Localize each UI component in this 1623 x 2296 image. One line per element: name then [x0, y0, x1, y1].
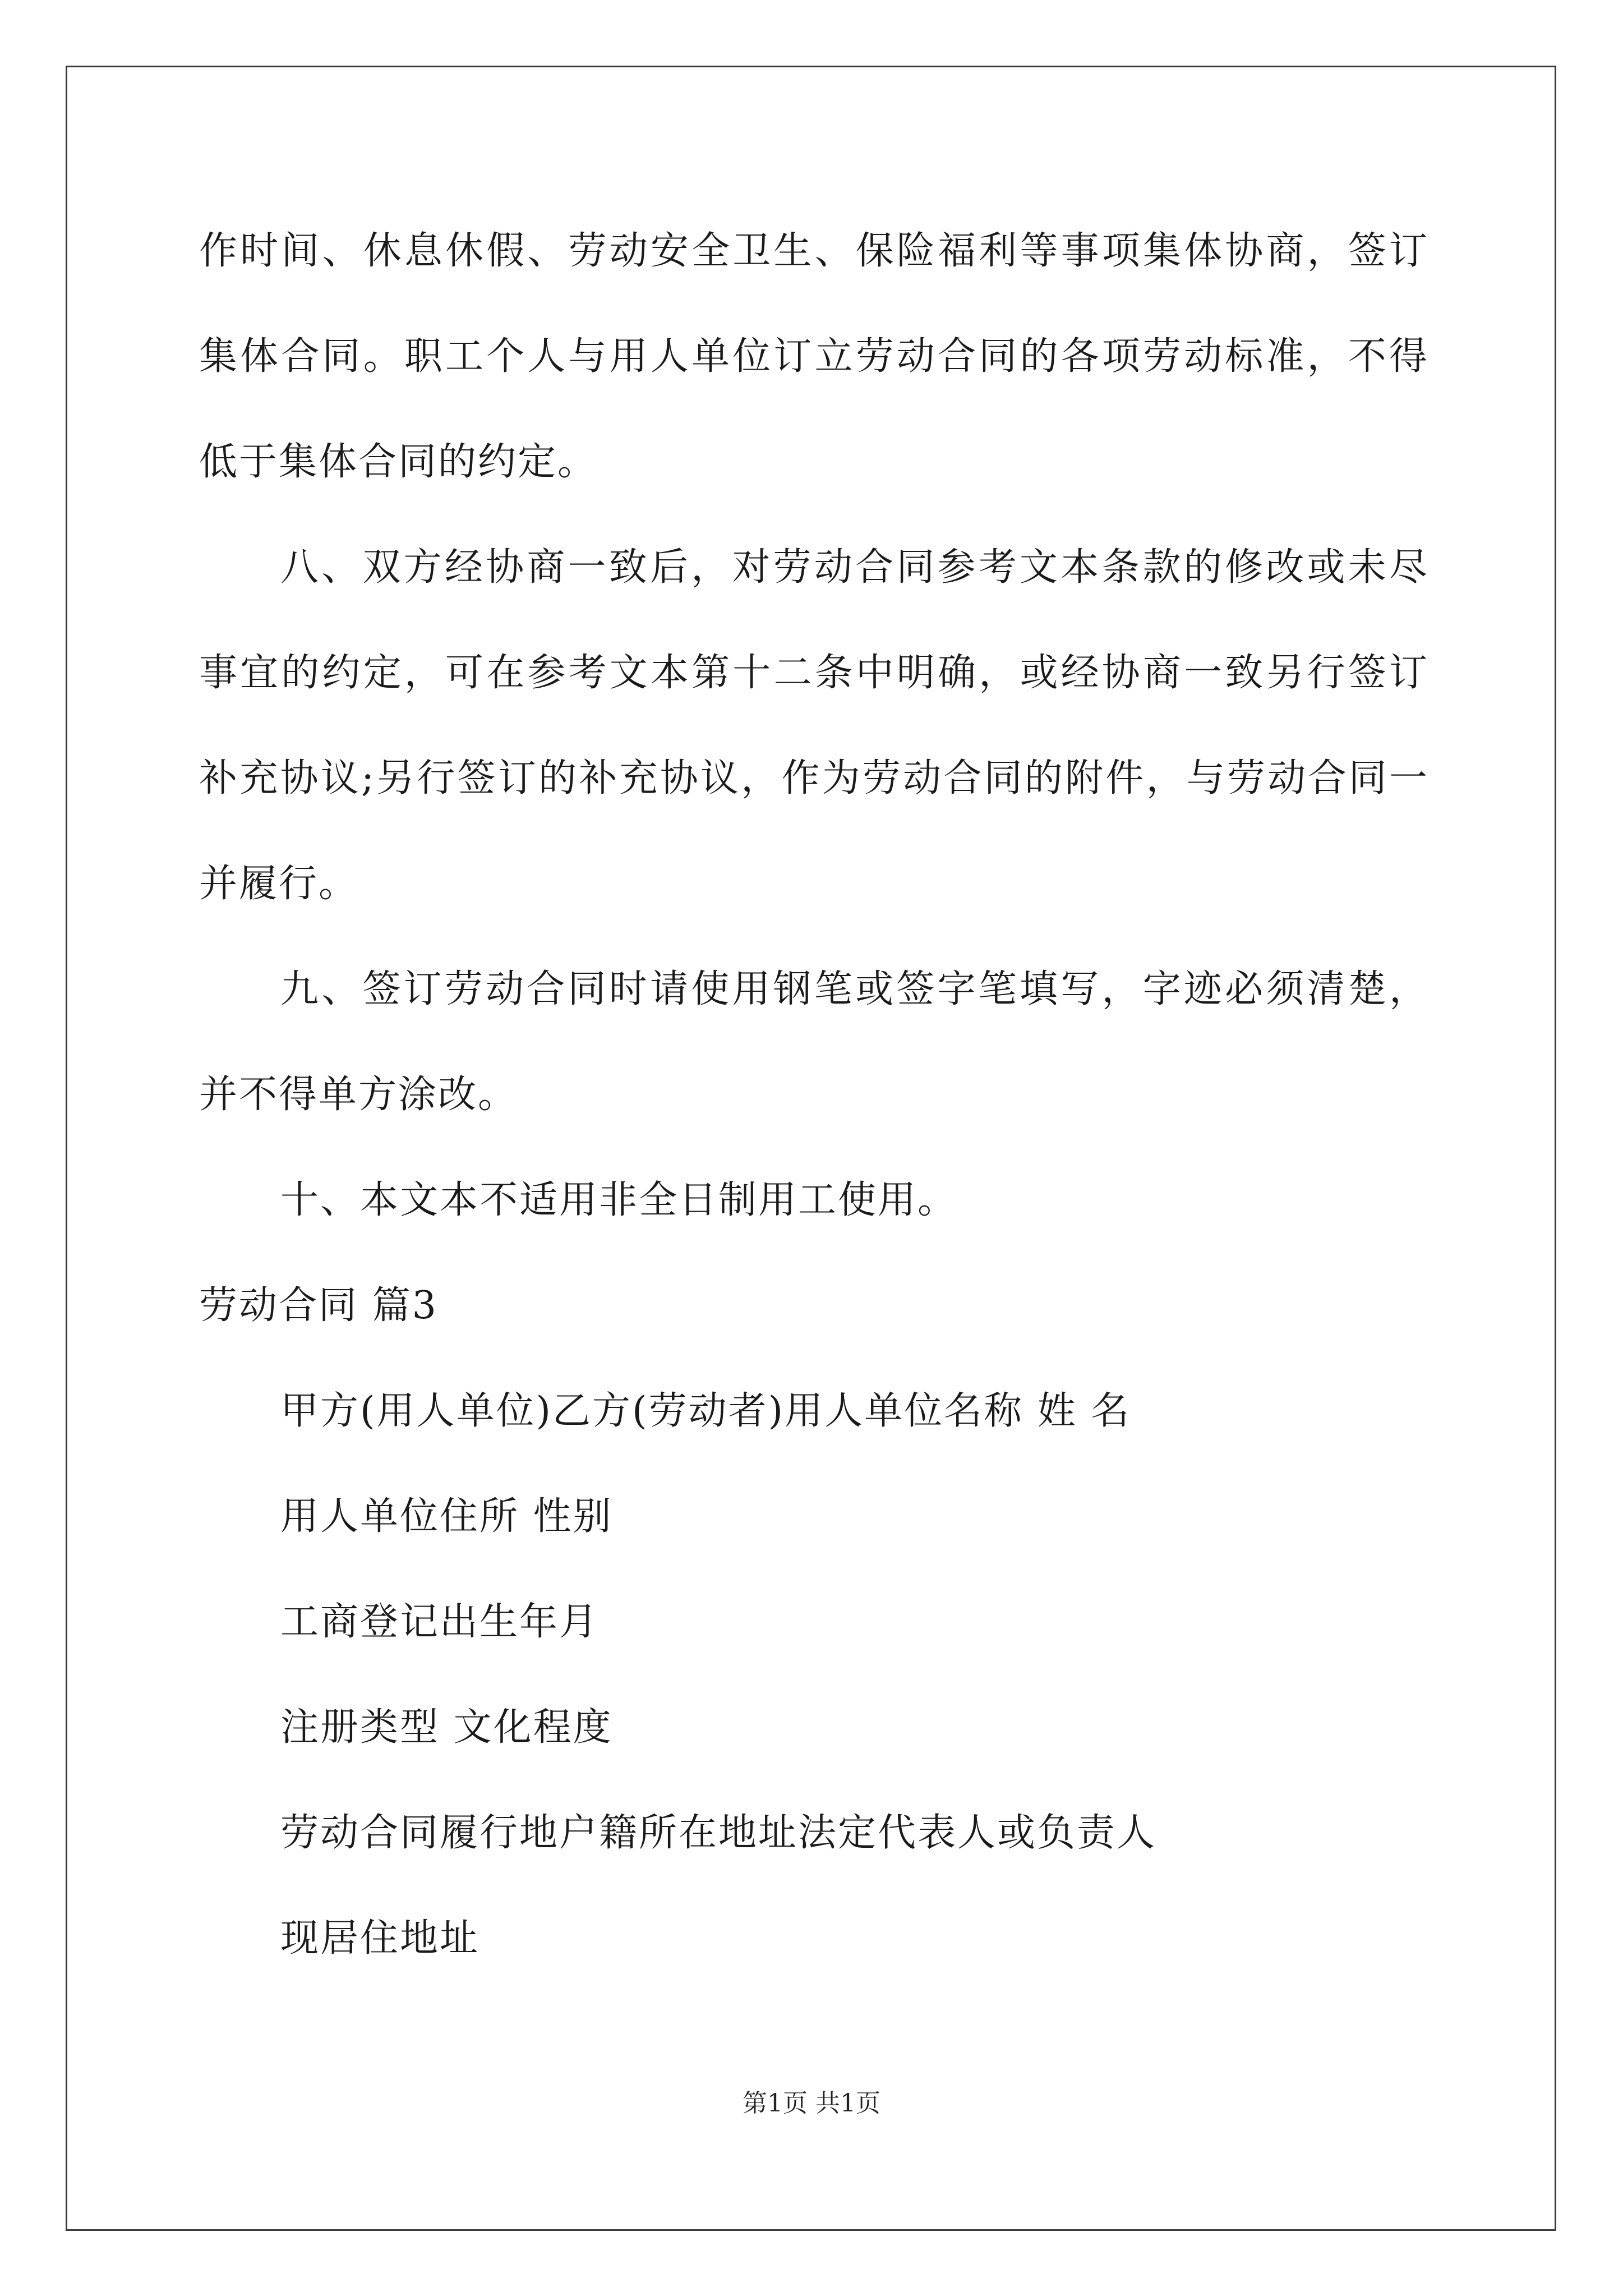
- body-text-line: 九、签订劳动合同时请使用钢笔或签字笔填写，字迹必须清楚，: [280, 967, 1427, 1011]
- body-text-line: 现居住地址: [280, 1916, 480, 1961]
- body-text-line: 八、双方经协商一致后，对劳动合同参考文本条款的修改或未尽: [280, 545, 1427, 590]
- body-text-line: 十、本文本不适用非全日制用工使用。: [280, 1178, 958, 1222]
- section-heading: 劳动合同 篇3: [199, 1283, 438, 1328]
- body-text-line: 作时间、休息休假、劳动安全卫生、保险福利等事项集体协商，签订: [199, 229, 1427, 273]
- body-text-line: 集体合同。职工个人与用人单位订立劳动合同的各项劳动标准，不得: [199, 334, 1427, 379]
- body-text-line: 劳动合同履行地户籍所在地址法定代表人或负责人: [280, 1811, 1157, 1855]
- body-text-line: 工商登记出生年月: [280, 1600, 600, 1644]
- page-border: [66, 66, 1556, 2231]
- body-text-line: 补充协议;另行签订的补充协议，作为劳动合同的附件，与劳动合同一: [199, 756, 1427, 800]
- body-text-line: 并履行。: [199, 862, 359, 906]
- body-text-line: 注册类型 文化程度: [280, 1705, 613, 1750]
- body-text-line: 事宜的约定，可在参考文本第十二条中明确，或经协商一致另行签订: [199, 651, 1427, 695]
- body-text-line: 用人单位住所 性别: [280, 1494, 613, 1539]
- body-text-line: 低于集体合同的约定。: [199, 440, 598, 484]
- body-text-line: 并不得单方涂改。: [199, 1073, 518, 1117]
- body-text-line: 甲方(用人单位)乙方(劳动者)用人单位名称 姓 名: [280, 1389, 1131, 1433]
- page-footer: 第1页 共1页: [743, 2089, 880, 2118]
